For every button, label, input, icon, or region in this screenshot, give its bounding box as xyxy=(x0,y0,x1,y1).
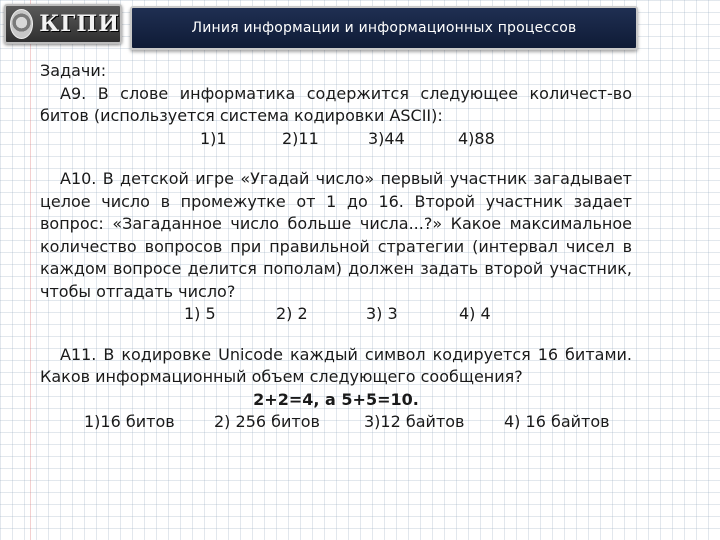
kgpi-logo xyxy=(4,4,122,44)
answer-option: 2) 2 xyxy=(276,304,308,323)
question-a11-text: В кодировке Unicode каждый символ кодируется 16 битами. Каков информационный объем следующего сообщения? xyxy=(40,344,632,386)
question-a11 xyxy=(40,344,632,389)
tasks-heading: Задачи: xyxy=(40,61,107,80)
question-a9-label: А9. xyxy=(60,83,87,103)
question-a9 xyxy=(40,83,632,128)
question-a11-label: А11. xyxy=(60,344,97,364)
question-a11-message: 2+2=4, а 5+5=10. xyxy=(253,389,419,409)
question-a10 xyxy=(40,168,632,303)
answer-option: 2)11 xyxy=(282,128,319,148)
answer-option: 3)44 xyxy=(368,128,405,148)
notebook-margin-line xyxy=(30,0,31,540)
question-a10-label: А10. xyxy=(60,169,97,188)
answer-option: 3) 3 xyxy=(366,304,398,323)
answer-option: 4) 16 байтов xyxy=(504,412,610,431)
answer-option: 1)1 xyxy=(200,128,227,148)
tasks-content xyxy=(40,60,632,434)
question-a11-answers xyxy=(40,411,632,434)
emblem-icon xyxy=(10,9,33,39)
question-a9-answers xyxy=(40,128,632,151)
answer-option: 3)12 байтов xyxy=(364,412,465,431)
answer-option: 4)88 xyxy=(458,128,495,148)
answer-option: 1) 5 xyxy=(184,304,216,323)
answer-option: 2) 256 битов xyxy=(214,412,320,431)
question-a9-text: В слове информатика содержится следующее количест-во битов (используется система кодировки ASCII): xyxy=(40,83,632,125)
question-a10-answers xyxy=(40,303,632,326)
answer-option: 4) 4 xyxy=(459,304,491,323)
title-banner xyxy=(130,6,638,50)
question-a10-text: В детской игре «Угадай число» первый участник загадывает целое число в промежутке от 1 до 16. Второй участник задает вопрос: «Загаданное число больше числа...?» Какое максимальное количество вопросов при правильной стратегии (интервал чисел в каждом вопросе делится пополам) должен задать второй участник, чтобы отгадать число? xyxy=(40,169,632,301)
page-title: Линия информации и информационных процессов xyxy=(191,20,577,36)
answer-option: 1)16 битов xyxy=(84,412,175,431)
logo-text: КГПИ xyxy=(39,11,120,37)
